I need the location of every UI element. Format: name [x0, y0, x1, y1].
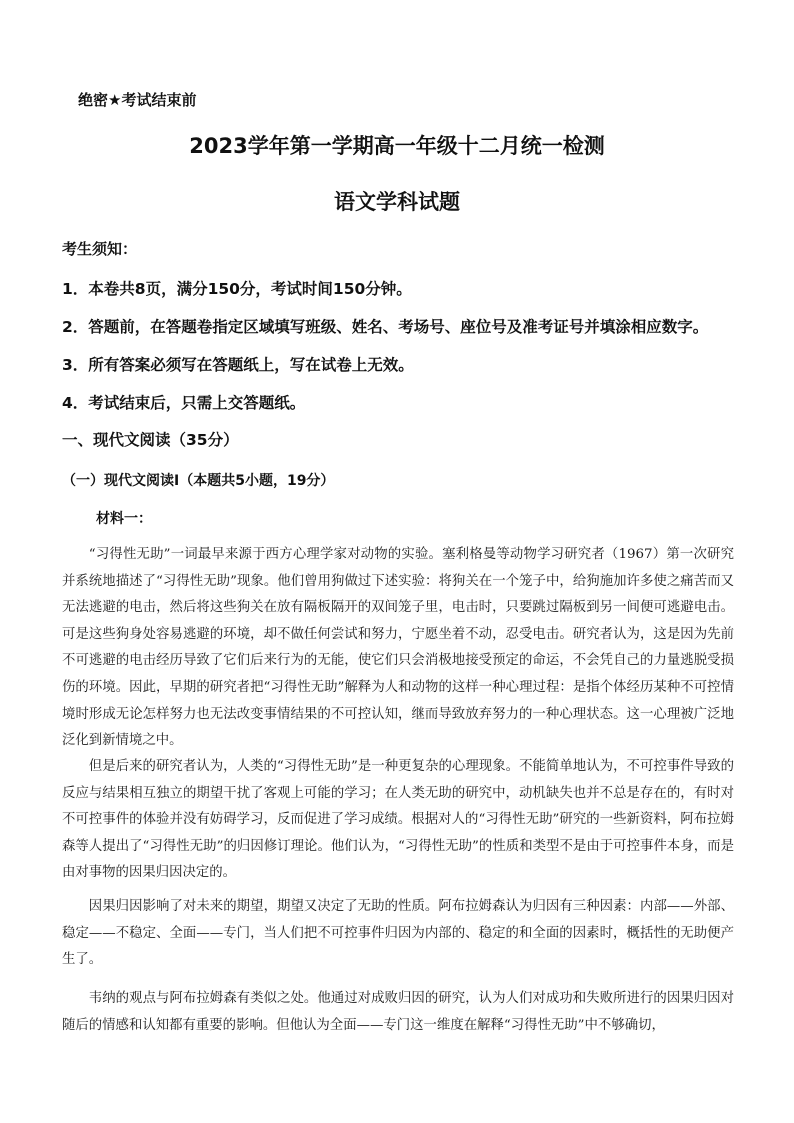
- material-paragraph: “习得性无助”一词最早来源于西方心理学家对动物的实验。塞利格曼等动物学习研究者（1967）第一次研究并系统地描述了“习得性无助”现象。他们曾用狗做过下述实验：将狗关在一个笼子中，给狗施加许多使之痛苦而又无法逃避的电击，然后将这些狗关在放有隔板隔开的双间笼子里，电击时，只要跳过隔板到另一间便可逃避电击。可是这些狗身处容易逃避的环境，却不做任何尝试和努力，宁愿坐着不动，忍受电击。研究者认为，这是因为先前不可逃避的电击经历导致了它们后来行为的无能，使它们只会消极地接受预定的命运，不会凭自己的力量逃脱受损伤的环境。因此，早期的研究者把“习得性无助”解释为人和动物的这样一种心理过程：是指个体经历某种不可控情境时形成无论怎样努力也无法改变事情结果的不可控认知，继而导致放弃努力的一种心理状态。这一心理被广泛地泛化到新情境之中。: [62, 547, 734, 749]
- notice-heading: 考生须知：: [62, 240, 138, 258]
- notice-item: 3．所有答案必须写在答题纸上，写在试卷上无效。: [62, 356, 414, 374]
- section-heading: 一、现代文阅读（35分）: [62, 431, 239, 449]
- notice-item: 4．考试结束后，只需上交答题纸。: [62, 394, 306, 412]
- material-paragraph: 因果归因影响了对未来的期望，期望又决定了无助的性质。阿布拉姆森认为归因有三种因素：内部——外部、稳定——不稳定、全面——专门，当人们把不可控事件归因为内部的、稳定的和全面的因素时，概括性的无助便产生了。: [62, 899, 734, 968]
- confidential-label: 绝密★考试结束前: [78, 91, 197, 109]
- subsection-heading: （一）现代文阅读Ⅰ（本题共5小题，19分）: [62, 473, 335, 489]
- material-paragraph: 韦纳的观点与阿布拉姆森有类似之处。他通过对成败归因的研究，认为人们对成功和失败所进行的因果归因对随后的情感和认知都有重要的影响。但他认为全面——专门这一维度在解释“习得性无助”中不够确切，: [62, 991, 734, 1033]
- exam-title: 2023学年第一学期高一年级十二月统一检测: [189, 134, 605, 158]
- notice-item: 1．本卷共8页，满分150分，考试时间150分钟。: [62, 280, 412, 298]
- exam-subtitle: 语文学科试题: [334, 190, 460, 214]
- material-paragraph: 但是后来的研究者认为，人类的“习得性无助”是一种更复杂的心理现象。不能简单地认为，不可控事件导致的反应与结果相互独立的期望干扰了客观上可能的学习；在人类无助的研究中，动机缺失也并不总是存在的，有时对不可控事件的体验并没有妨碍学习，反而促进了学习成绩。根据对人的“习得性无助”研究的一些新资料，阿布拉姆森等人提出了“习得性无助”的归因修订理论。他们认为，“习得性无助”的性质和类型不是由于可控事件本身，而是由对事物的因果归因决定的。: [62, 759, 734, 881]
- material-label: 材料一：: [96, 511, 152, 527]
- notice-item: 2．答题前，在答题卷指定区域填写班级、姓名、考场号、座位号及准考证号并填涂相应数字。: [62, 318, 709, 336]
